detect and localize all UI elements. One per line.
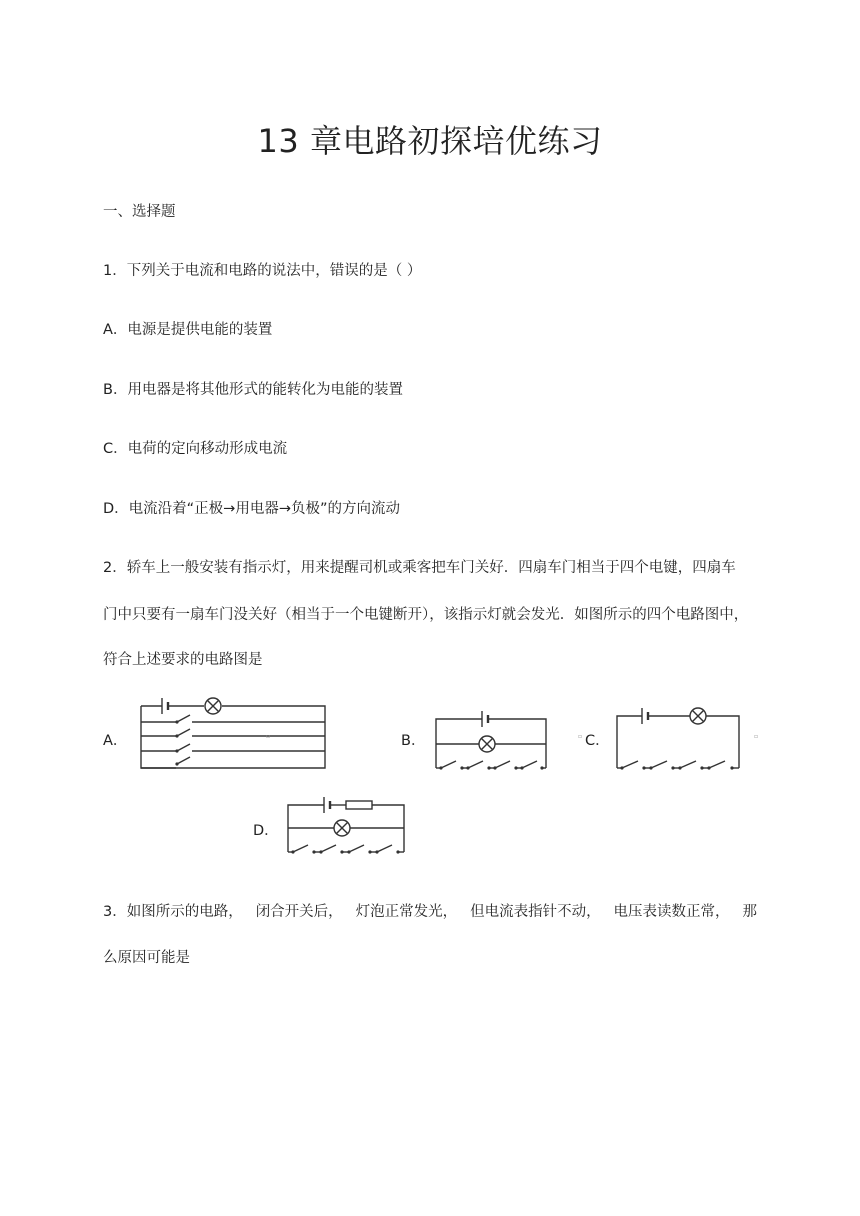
question-2-option-a-label: A． <box>103 733 128 749</box>
question-2-option-b-label: B． <box>401 733 426 749</box>
switch-icon <box>709 761 725 768</box>
image-placeholder-mark: ▫ <box>578 733 583 740</box>
circuit-diagram-c <box>614 704 744 772</box>
circuit-c-wire <box>617 716 642 768</box>
question-3-line-2: 么原因可能是 <box>103 950 190 966</box>
question-2-line-1: 2．轿车上一般安装有指示灯，用来提醒司机或乘客把车门关好．四扇车门相当于四个电键，四扇车 <box>103 560 736 576</box>
switch-icon <box>293 845 308 852</box>
switch-icon <box>468 761 483 768</box>
question-2-line-2: 门中只要有一扇车门没关好（相当于一个电键断开），该指示灯就会发光．如图所示的四个电路图中， <box>103 607 749 623</box>
page-title: 13 章电路初探培优练习 <box>257 122 603 160</box>
image-placeholder-mark: ▫ <box>754 733 759 740</box>
question-3-fragment: 灯泡正常发光， <box>355 904 458 920</box>
resistor-icon <box>346 801 372 809</box>
circuit-diagram-b <box>434 710 550 772</box>
circuit-diagram-d <box>286 796 408 856</box>
circuit-c-wire <box>706 716 739 768</box>
switch-icon <box>441 761 456 768</box>
question-1-option-a: A．电源是提供电能的装置 <box>103 322 273 338</box>
switch-icon <box>495 761 510 768</box>
switch-icon <box>680 761 696 768</box>
circuit-a-outer-wire <box>141 706 325 768</box>
switch-icon <box>622 761 638 768</box>
question-2-line-3: 符合上述要求的电路图是 <box>103 652 263 668</box>
question-1-option-d: D．电流沿着“正极→用电器→负极”的方向流动 <box>103 501 400 517</box>
question-3-fragment: 3．如图所示的电路， <box>103 904 243 920</box>
switch-icon <box>321 845 336 852</box>
question-2-option-d-label: D． <box>253 823 279 839</box>
image-placeholder-mark: ▫ <box>266 733 271 740</box>
question-2-option-c-label: C． <box>585 733 610 749</box>
switch-icon <box>377 845 392 852</box>
question-3-fragment: 闭合开关后， <box>255 904 343 920</box>
question-1-option-b: B．用电器是将其他形式的能转化为电能的装置 <box>103 382 403 398</box>
question-1-option-c: C．电荷的定向移动形成电流 <box>103 441 288 457</box>
section-heading: 一、选择题 <box>103 204 176 220</box>
question-3-fragment: 电压表读数正常， <box>613 904 730 920</box>
switch-icon <box>522 761 537 768</box>
switch-icon <box>349 845 364 852</box>
switch-icon <box>651 761 667 768</box>
question-1-stem: 1．下列关于电流和电路的说法中，错误的是（ ） <box>103 263 422 279</box>
question-3-fragment: 那 <box>742 904 757 920</box>
question-3-fragment: 但电流表指针不动， <box>470 904 601 920</box>
question-3-line-1 <box>103 900 757 921</box>
circuit-diagram-a <box>138 696 328 772</box>
